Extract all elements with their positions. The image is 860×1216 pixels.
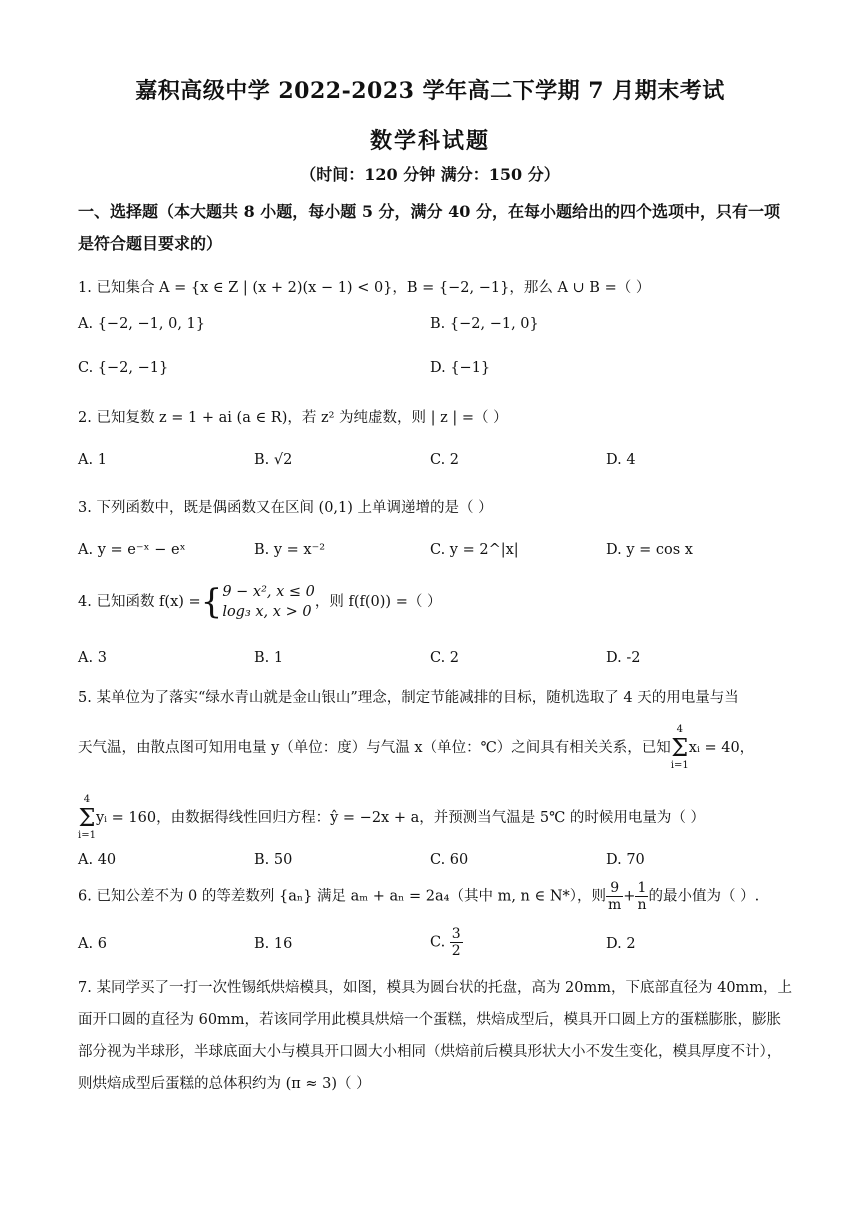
question-4-option-b: B. 1 [254, 650, 284, 666]
question-6-option-d: D. 2 [606, 936, 636, 952]
question-5-option-d: D. 70 [606, 852, 645, 868]
question-3-option-d: D. y = cos x [606, 542, 693, 558]
question-5-line-3-text: ，由数据得线性回归方程：ŷ = −2x + a，并预测当气温是 5℃ 的时候用电量为（ ） [156, 810, 706, 826]
fraction-1-over-n: $\frac{1}{n}$ [637, 880, 647, 913]
question-5-option-b: B. 50 [254, 852, 293, 868]
question-3-stem: 3. 下列函数中，既是偶函数又在区间 (0,1) 上单调递增的是（ ） [78, 500, 493, 516]
exam-time-score: （时间：120 分钟 满分：150 分） [300, 165, 560, 184]
question-5-option-a: A. 40 [78, 852, 117, 868]
question-2-stem: 2. 已知复数 z = 1 + ai (a ∈ R)，若 z² 为纯虚数，则 | z | =（ ） [78, 410, 508, 426]
question-5-option-c: C. 60 [430, 852, 469, 868]
question-4-stem-suffix: ，则 f(f(0)) =（ ） [314, 594, 442, 610]
question-6-stem-suffix: 的最小值为（ ）. [648, 888, 760, 905]
question-2-option-b: B. √2 [254, 452, 293, 468]
question-7-stem: 7. 某同学买了一打一次性锡纸烘焙模具，如图，模具为圆台状的托盘，高为 20mm，下底部直径为 40mm，上面开口圆的直径为 60mm，若该同学用此模具烘焙一个蛋糕，烘焙成型后，模具开口圆上方的蛋糕膨胀，膨胀部分视为半球形，半球底面大小与模具开口圆大小相同（烘焙前后模具形状大小不发生变化，模具厚度不计），则烘焙成型后蛋糕的总体积约为 (π ≈ 3)（ ） [78, 980, 793, 1092]
fraction-plus: + [623, 888, 636, 905]
summation-symbol-2: 4 Σ i=1 [78, 794, 96, 841]
question-6-option-a: A. 6 [78, 936, 107, 952]
question-2-option-d: D. 4 [606, 452, 636, 468]
piecewise-case-1: 9 − x², x ≤ 0 [222, 584, 315, 600]
fraction-3-over-2: $\frac{3}{2}$ [451, 926, 461, 959]
question-6-option-b: B. 16 [254, 936, 293, 952]
question-5-line-2-text: 天气温，由散点图可知用电量 y（单位：度）与气温 x（单位：℃）之间具有相关关系，已知 [78, 740, 671, 756]
question-1-option-a: A. {−2, −1, 0, 1} [78, 316, 205, 332]
exam-subject-title: 数学科试题 [369, 128, 490, 154]
question-1-option-b: B. {−2, −1, 0} [430, 316, 539, 332]
summation-symbol-1: 4 Σ i=1 [670, 724, 689, 771]
question-4-option-d: D. -2 [606, 650, 641, 666]
question-5-line-2 [78, 724, 754, 772]
question-6-option-c-label: C. [430, 934, 446, 951]
question-4-option-a: A. 3 [78, 650, 107, 666]
question-6-stem [78, 880, 759, 913]
question-5-line-3 [78, 794, 705, 842]
question-4-stem [78, 582, 441, 622]
question-2-option-a: A. 1 [78, 452, 107, 468]
exam-title: 嘉积高级中学 2022-2023 学年高二下学期 7 月期末考试 [135, 78, 725, 104]
question-3-option-c: C. y = 2^|x| [430, 542, 519, 558]
question-3-option-b: B. y = x⁻² [254, 542, 326, 558]
question-5-sum-y: yᵢ = 160 [95, 810, 157, 826]
section-heading: 一、选择题（本大题共 8 小题，每小题 5 分，满分 40 分，在每小题给出的四个选项中，只有一项是符合题目要求的） [78, 202, 780, 253]
question-6-option-c [430, 926, 463, 959]
question-1-option-c: C. {−2, −1} [78, 360, 169, 376]
question-2-option-c: C. 2 [430, 452, 460, 468]
question-5-line-1: 5. 某单位为了落实“绿水青山就是金山银山”理念，制定节能减排的目标，随机选取了 4 天的用电量与当 [78, 690, 739, 706]
fraction-9-over-m: $\frac{9}{m}$ [608, 880, 622, 913]
question-3-option-a: A. y = e⁻ˣ − eˣ [78, 542, 186, 558]
question-1-option-d: D. {−1} [430, 360, 491, 376]
question-5-sum-x: xᵢ = 40， [688, 740, 755, 756]
question-6-stem-prefix: 6. 已知公差不为 0 的等差数列 {aₙ} 满足 aₘ + aₙ = 2a₄（其中 m, n ∈ N*），则 [78, 888, 607, 905]
question-4-option-c: C. 2 [430, 650, 460, 666]
question-4-stem-prefix: 4. 已知函数 f(x) = [78, 594, 201, 610]
piecewise-cases [222, 582, 315, 622]
question-1-stem: 1. 已知集合 A = {x ∈ Z | (x + 2)(x − 1) < 0}，B = {−2, −1}，那么 A ∪ B =（ ） [78, 280, 651, 296]
piecewise-brace: { [200, 582, 223, 622]
piecewise-case-2: log₃ x, x > 0 [222, 604, 312, 620]
